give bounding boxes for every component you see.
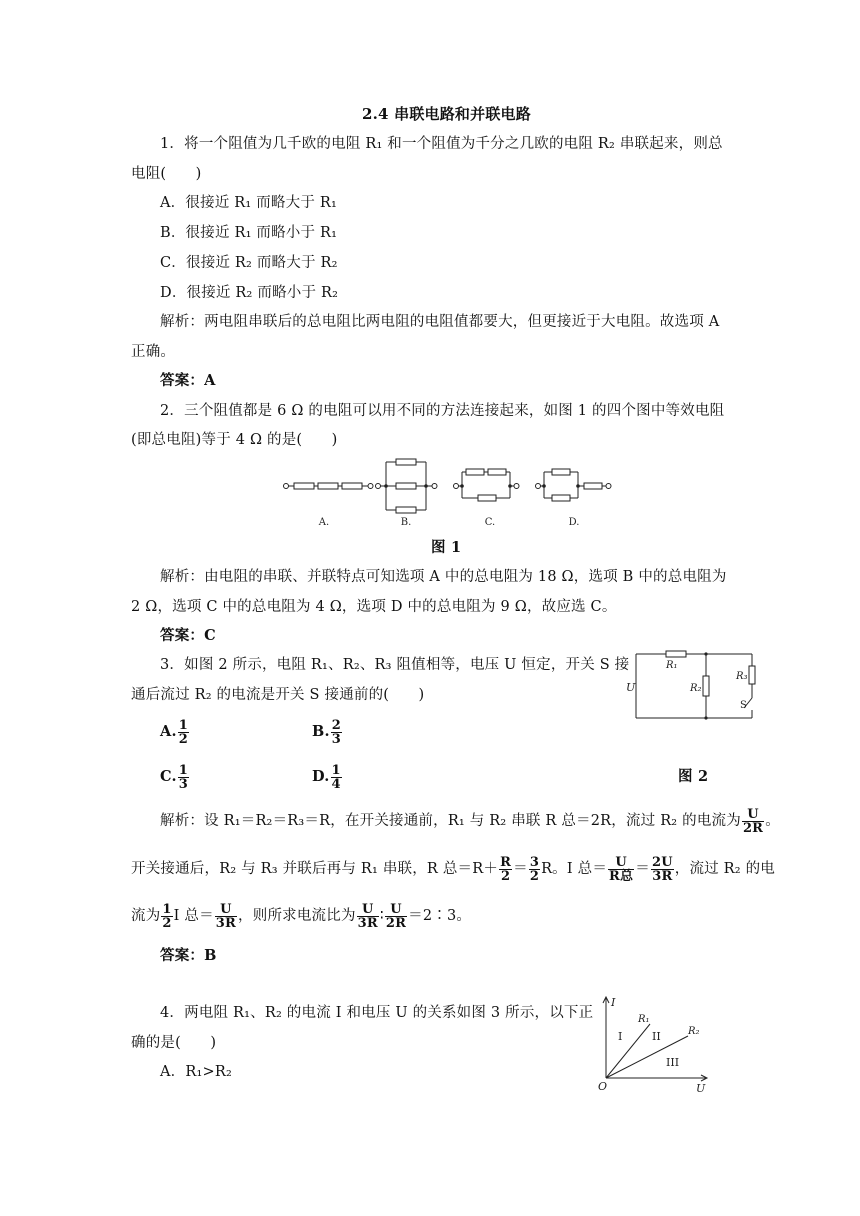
figure-3-iu-graph [592, 992, 722, 1096]
q3-analysis-line2: 开关接通后，R₂ 与 R₃ 并联后再与 R₁ 串联，R 总＝R＋ $\frac{R}{2}$ ＝ $\frac{3}{2}$ R。I 总＝ $\frac{U}{\text{R总}}$ ＝ $\frac{2U}{3R}$ ，流过 R₂ 的电 [131, 854, 775, 884]
figure-2-caption: 图 2 [678, 768, 709, 785]
q3-stem-line1: 3．如图 2 所示，电阻 R₁、R₂、R₃ 阻值相等，电压 U 恒定，开关 S 接 [160, 657, 630, 673]
figure-1-circuits [280, 456, 620, 536]
fig1-label-b: B. [400, 517, 412, 528]
q1-option-d: D．很接近 R₂ 而略小于 R₂ [160, 285, 339, 301]
q4-stem-line2: 确的是( ) [131, 1035, 217, 1051]
figure-1-caption: 图 1 [431, 539, 462, 556]
q1-option-b: B．很接近 R₁ 而略小于 R₁ [160, 225, 338, 241]
q1-answer: 答案：A [160, 372, 216, 389]
q3-analysis-line1: 解析：设 R₁＝R₂＝R₃＝R，在开关接通前，R₁ 与 R₂ 串联 R 总＝2R，流过 R₂ 的电流为 $\frac{U}{2R}$ 。 [160, 806, 780, 836]
q3-option-a: A. $\frac{1}{2}$ [160, 717, 188, 747]
q1-stem-line2: 电阻( ) [131, 166, 202, 182]
fig2-label-r3: R₃ [736, 671, 748, 682]
q4-stem-line1: 4．两电阻 R₁、R₂ 的电流 I 和电压 U 的关系如图 3 所示，以下正 [160, 1005, 594, 1021]
q2-analysis-line2: 2 Ω，选项 C 中的总电阻为 4 Ω，选项 D 中的总电阻为 9 Ω，故应选 C。 [131, 599, 617, 615]
q3-stem-line2: 通后流过 R₂ 的电流是开关 S 接通前的( ) [131, 687, 425, 703]
fig3-region-1: I [618, 1030, 623, 1043]
q3-option-c: C. $\frac{1}{3}$ [160, 762, 188, 792]
fig3-label-r1: R₁ [638, 1014, 650, 1025]
fig1-label-d: D. [568, 517, 580, 528]
q2-analysis-line1: 解析：由电阻的串联、并联特点可知选项 A 中的总电阻为 18 Ω，选项 B 中的总电阻为 [160, 569, 727, 585]
q1-analysis-line1: 解析：两电阻串联后的总电阻比两电阻的电阻值都要大，但更接近于大电阻。故选项 A [160, 314, 720, 330]
fig2-label-r1: R₁ [666, 660, 678, 671]
q3-option-b: B. $\frac{2}{3}$ [312, 717, 341, 747]
fig3-axis-u: U [696, 1082, 706, 1095]
q3-option-d: D. $\frac{1}{4}$ [312, 762, 341, 792]
fig1-label-c: C. [484, 517, 496, 528]
q1-option-c: C．很接近 R₂ 而略大于 R₂ [160, 255, 338, 271]
fig1-label-a: A. [318, 517, 330, 528]
fig3-label-r2: R₂ [688, 1026, 700, 1037]
fig2-label-s: S [740, 700, 747, 711]
fig3-origin: O [598, 1080, 608, 1093]
q3-answer: 答案：B [160, 947, 217, 964]
q3-analysis-line3: 流为 $\frac{1}{2}$ I 总＝ $\frac{U}{3R}$ ，则所求电流比为 $\frac{U}{3R}$ ∶ $\frac{U}{2R}$ ＝2∶3。 [131, 901, 472, 931]
fig3-region-2: II [652, 1030, 661, 1043]
q4-option-a: A．R₁>R₂ [160, 1064, 232, 1080]
q1-stem-line1: 1．将一个阻值为几千欧的电阻 R₁ 和一个阻值为千分之几欧的电阻 R₂ 串联起来，则总 [160, 136, 723, 152]
fig2-label-u: U [626, 681, 636, 694]
page-title: 2.4 串联电路和并联电路 [362, 105, 531, 123]
q2-stem-line2: (即总电阻)等于 4 Ω 的是( ) [131, 432, 338, 448]
q2-answer: 答案：C [160, 627, 216, 644]
figure-2-circuit [624, 644, 760, 724]
fig3-region-3: III [666, 1056, 680, 1069]
q2-stem-line1: 2．三个阻值都是 6 Ω 的电阻可以用不同的方法连接起来，如图 1 的四个图中等效电阻 [160, 403, 725, 419]
fig3-axis-i: I [611, 996, 616, 1009]
fig2-label-r2: R₂ [690, 683, 702, 694]
q1-analysis-line2: 正确。 [131, 344, 176, 360]
q1-option-a: A．很接近 R₁ 而略大于 R₁ [160, 195, 337, 211]
